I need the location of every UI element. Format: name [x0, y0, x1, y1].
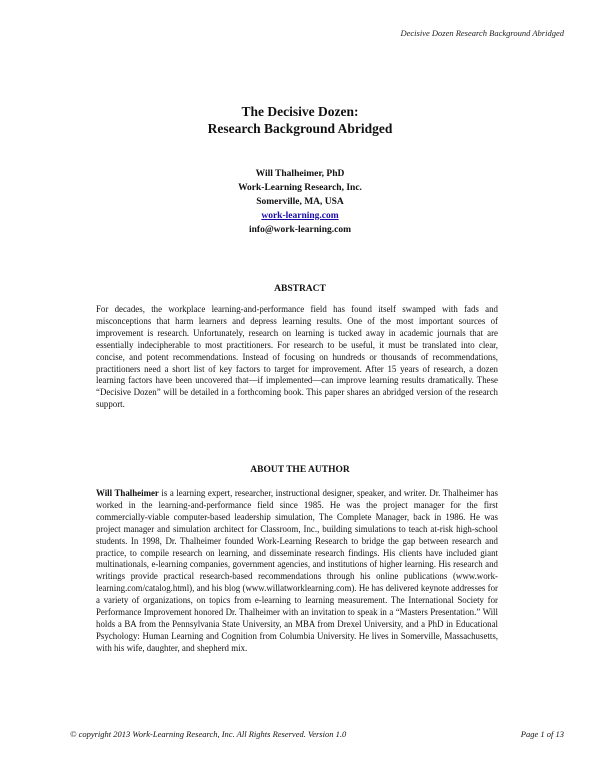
- footer-page-number: Page 1 of 13: [520, 729, 564, 739]
- author-email: info@work-learning.com: [249, 225, 351, 235]
- about-text: [96, 488, 498, 655]
- about-body: is a learning expert, researcher, instructional designer, speaker, and writer. Dr. Thalheimer has worked in the learning-and-performance field since 1985. He was the project manager for the first commercially-viable computer-based leadership simulation, The Complete Manager, back in 1986. He was project manager and simulation architect for Classroom, Inc., building simulations to teach at-risk high-school students. In 1998, Dr. Thalheimer founded Work-Learning Research to bridge the gap between research and practice, to compile research on learning, and disseminate research findings. His clients have included giant multinationals, e-learning companies, government agencies, and institutions of higher learning. His research and writings provide practical research-based recommendations through his online publications (www.work-learning.com/catalog.html), and his blog (www.willatworklearning.com). He has delivered keynote addresses for a variety of organizations, on topics from e-learning to learning measurement. The International Society for Performance Improvement honored Dr. Thalheimer with an invitation to speak in a “Masters Presentation.” Will holds a BA from the Pennsylvania State University, an MBA from Drexel University, and a PhD in Educational Psychology: Human Learning and Cognition from Columbia University. He lives in Somerville, Massachusetts, with his wife, daughter, and shepherd mix.: [96, 488, 498, 653]
- website-link[interactable]: work-learning.com: [261, 211, 339, 221]
- author-block: [0, 167, 600, 237]
- running-header: Decisive Dozen Research Background Abridged: [400, 28, 564, 38]
- author-location: Somerville, MA, USA: [256, 197, 344, 207]
- title-line-2: Research Background Abridged: [207, 121, 393, 136]
- abstract-heading: ABSTRACT: [274, 284, 326, 294]
- title-line-1: The Decisive Dozen:: [241, 104, 359, 119]
- about-lead-name: Will Thalheimer: [96, 488, 159, 498]
- author-name: Will Thalheimer, PhD: [255, 169, 345, 179]
- footer-copyright: © copyright 2013 Work-Learning Research, Inc. All Rights Reserved. Version 1.0: [70, 729, 347, 739]
- document-title: [0, 103, 600, 137]
- abstract-text: For decades, the workplace learning-and-performance field has found itself swamped with fads and misconceptions that harm learners and depress learning results. One of the most important sources of improvement is research. Unfortunately, research on learning is tucked away in academic journals that are essentially indecipherable to most practitioners. For research to be useful, it must be translated into clear, concise, and potent recommendations. Instead of focusing on hundreds or thousands of recommendations, practitioners need a short list of key factors to target for improvement. After 15 years of research, a dozen learning factors have been uncovered that—if implemented—can improve learning results dramatically. These “Decisive Dozen” will be detailed in a forthcoming book. This paper shares an abridged version of the research support.: [96, 304, 498, 410]
- author-organization: Work-Learning Research, Inc.: [238, 183, 362, 193]
- about-heading: ABOUT THE AUTHOR: [250, 465, 350, 475]
